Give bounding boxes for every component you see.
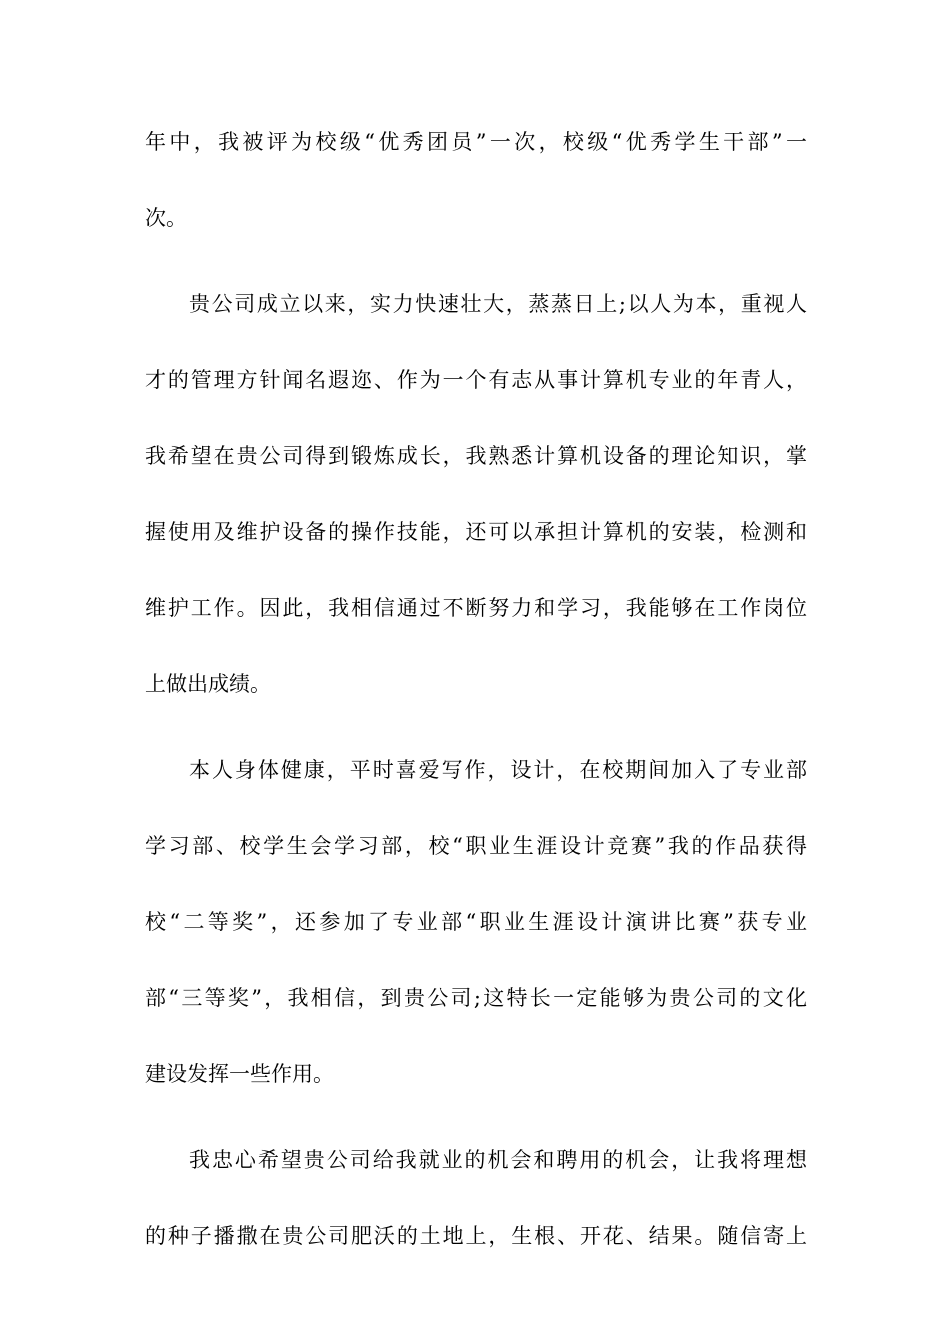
text-line: 握使用及维护设备的操作技能，还可以承担计算机的安装，检测和	[145, 520, 807, 544]
text-line: 学习部、校学生会学习部，校“职业生涯设计竞赛”我的作品获得	[145, 834, 807, 858]
text-line: 我希望在贵公司得到锻炼成长，我熟悉计算机设备的理论知识，掌	[145, 444, 807, 468]
text-line: 次。	[145, 206, 187, 230]
paragraph-first-line: 我忠心希望贵公司给我就业的机会和聘用的机会，让我将理想	[189, 1148, 807, 1172]
paragraph-first-line: 贵公司成立以来，实力快速壮大，蒸蒸日上;以人为本，重视人	[189, 292, 807, 316]
paragraph-first-line: 本人身体健康，平时喜爱写作，设计，在校期间加入了专业部	[189, 758, 807, 782]
text-line: 维护工作。因此，我相信通过不断努力和学习，我能够在工作岗位	[145, 596, 807, 620]
text-line: 部“三等奖”，我相信，到贵公司;这特长一定能够为贵公司的文化	[145, 986, 807, 1010]
text-line: 上做出成绩。	[145, 672, 271, 696]
text-line: 才的管理方针闻名遐迩、作为一个有志从事计算机专业的年青人，	[145, 368, 807, 392]
text-line: 校“二等奖”，还参加了专业部“职业生涯设计演讲比赛”获专业	[145, 910, 807, 934]
text-line: 建设发挥一些作用。	[145, 1062, 334, 1086]
text-line: 年中，我被评为校级“优秀团员”一次，校级“优秀学生干部”一	[145, 130, 807, 154]
text-line: 的种子播撒在贵公司肥沃的土地上，生根、开花、结果。随信寄上	[145, 1224, 807, 1248]
